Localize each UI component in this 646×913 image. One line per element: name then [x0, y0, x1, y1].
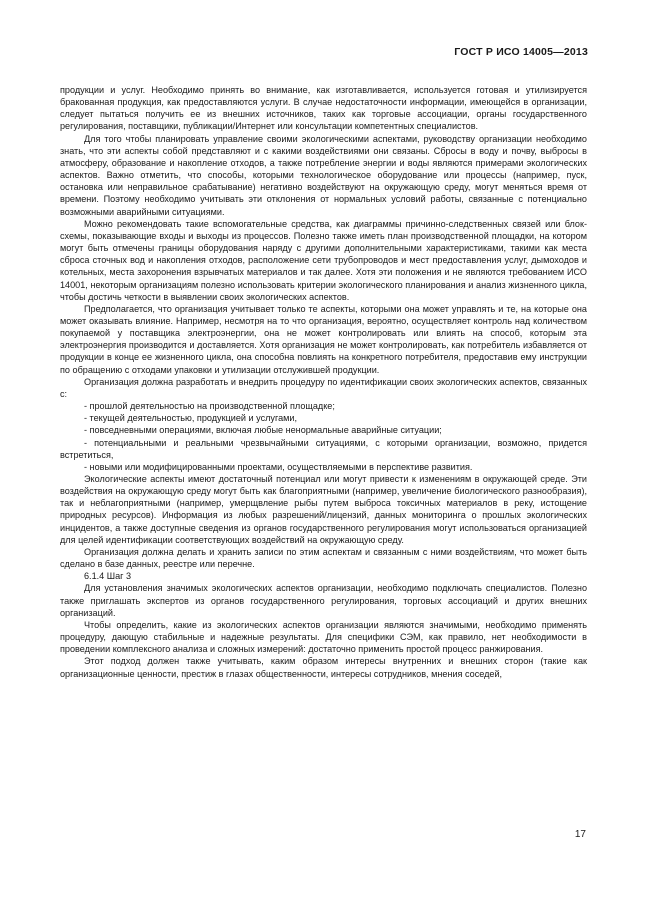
paragraph-continuation: продукции и услуг. Необходимо принять во внимание, как изготавливается, используется готовая и утилизируется бракованная продукция, как предоставляются услуги. В случае недостаточности информации, имеющейся в организации, следует пытаться получить ее из внешних источников, таких как торговые ассоциации, органы государственного регулирования, поставщики, публикации/Интернет или консультации компетентных специалистов. — [60, 85, 587, 132]
paragraph: Предполагается, что организация учитывает только те аспекты, которыми она может управлять и те, на которые она может оказывать влияние. Например, несмотря на то что организация, вероятно, осуществляет контроль над количеством покупаемой у поставщика электроэнергии, она не может контролировать или влиять на способ, которым эта электроэнергия производится и доставляется. Хотя организация не может контролировать, как потребитель избавляется от продукции в конце ее жизненного цикла, она способна повлиять на конкретного потребителя, предоставив ему инструкции по обращению с отходами упаковки и утилизации отслужившей продукции. — [60, 303, 587, 375]
page-number: 17 — [574, 829, 586, 840]
paragraph: Организация должна делать и хранить записи по этим аспектам и связанным с ними воздействиям, что может быть сделано в базе данных, реестре или перечне. — [60, 546, 587, 570]
list-item: - повседневными операциями, включая любые ненормальные аварийные ситуации; — [84, 425, 442, 436]
paragraph: Чтобы определить, какие из экологических аспектов организации являются значимыми, необходимо применять процедуру, дающую стабильные и надежные результаты. Для специфики СЭМ, как правило, нет необходимости в проведении комплексного анализа и сложных измерений: достаточно применить простой процесс ранжирования. — [60, 619, 587, 655]
list-item: - потенциальными и реальными чрезвычайными ситуациями, с которыми организации, возможно, придется встретиться, — [60, 437, 587, 460]
list-item: - прошлой деятельностью на производственной площадке; — [84, 401, 335, 412]
body-text — [60, 84, 587, 680]
paragraph: Можно рекомендовать такие вспомогательные средства, как диаграммы причинно-следственных связей или блок-схемы, показывающие входы и выходы из процессов. Полезно также иметь план производственной площадки, на котором могут быть отмечены границы оборудования наряду с другими дополнительными характеристиками, такими как места сброса сточных вод и накопления отходов, расположение сети трубопроводов и мест предоставления услуг, дымоходов и котельных, места захоронения взрывчатых материалов и так далее. Хотя эти положения и не являются требованием ИСО 14001, некоторым организациям полезно использовать критерии экологического планирования и анализ жизненного цикла, чтобы достичь четкости в выявлении своих экологических аспектов. — [60, 218, 587, 302]
paragraph: Этот подход должен также учитывать, каким образом интересы внутренних и внешних сторон (такие как организационные ценности, престиж в глазах общественности, интересы сотрудников, мнения соседей, — [60, 656, 587, 679]
paragraph: Для того чтобы планировать управление своими экологическими аспектами, руководству организации необходимо знать, что эти аспекты собой представляют и с какими воздействиями они связаны. Сбросы в воду и почву, выбросы в атмосферу, образование и накопление отходов, а также потребление энергии и воды являются примерами экологических аспектов. Важно отметить, что способы, которыми технологическое оборудование или процессы (например, пуск, остановка или неправильное срабатывание) негативно воздействуют на окружающую среду, могут меняться время от времени. Поэтому необходимо учитывать эти отклонения от нормальных условий работы, связанные с потенциально возможными аварийными ситуациями. — [60, 133, 587, 217]
list-item: - текущей деятельностью, продукцией и услугами, — [84, 413, 298, 424]
paragraph: Для установления значимых экологических аспектов организации, необходимо подключать специалистов. Полезно также приглашать экспертов из органов государственного регулирования, торговых ассоциаций и других внешних организаций. — [60, 583, 587, 618]
paragraph: Организация должна разработать и внедрить процедуру по идентификации своих экологических аспектов, связанных с: — [60, 376, 587, 399]
section-heading: 6.1.4 Шаг 3 — [84, 571, 132, 582]
paragraph: Экологические аспекты имеют достаточный потенциал или могут привести к изменениям в окружающей среде. Эти воздействия на окружающую среду могут быть как благоприятными (например, увеличение биологического разнообразия), так и неблагоприятными (например, умерщвление рыбы путем выброса токсичных материалов в реку, истощение природных ресурсов). Информация из любых разрешений/лицензий, данных мониторинга о прошлых экологических инцидентов, а также доступные сведения из органов государственного регулирования могут использоваться организацией для целей идентификации соответствующих воздействий на окружающую среду. — [60, 474, 587, 545]
document-header: ГОСТ Р ИСО 14005—2013 — [454, 46, 588, 58]
list-item: - новыми или модифицированными проектами, осуществляемыми в перспективе развития. — [84, 461, 473, 472]
